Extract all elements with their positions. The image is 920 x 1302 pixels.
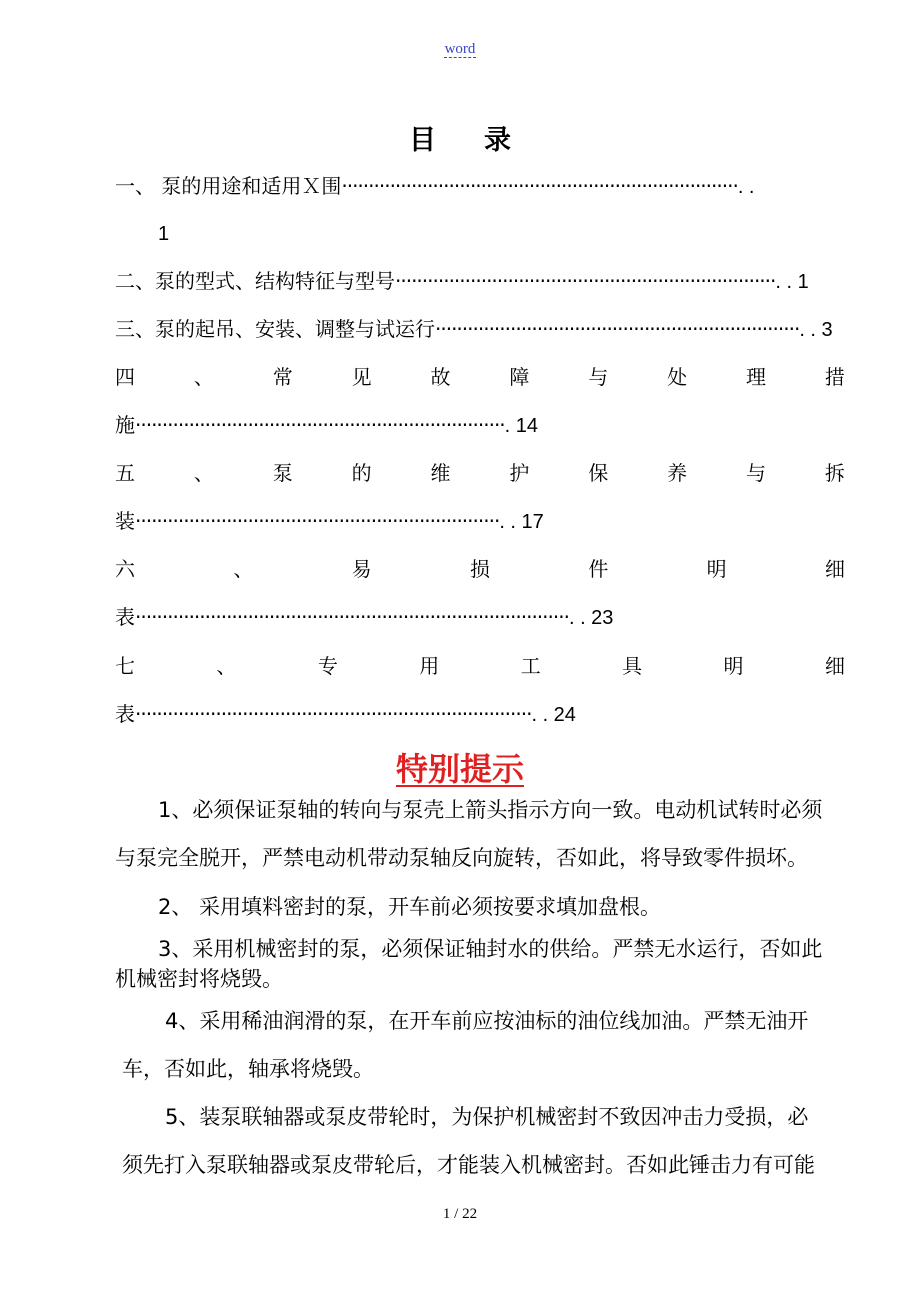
toc-char: 、 — [216, 654, 237, 678]
toc-char: 拆 — [824, 461, 845, 485]
toc-leader: ·········································································· — [135, 702, 532, 726]
toc-char: 、 — [193, 365, 214, 389]
toc-char: 具 — [622, 654, 643, 678]
toc-char: 的 — [351, 461, 372, 485]
toc-entry-4[interactable] — [115, 362, 845, 392]
header-word-link[interactable] — [0, 41, 920, 58]
notice-item-1-line1: 1、必须保证泵轴的转向与泵壳上箭头指示方向一致。电动机试转时必须 — [158, 798, 823, 822]
notice-item-5-line1: 5、装泵联轴器或泵皮带轮时，为保护机械密封不致因冲击力受损，必 — [165, 1105, 809, 1129]
toc-char: 明 — [706, 557, 727, 581]
toc-char: 工 — [520, 654, 541, 678]
toc-char: 常 — [272, 365, 293, 389]
toc-char: 、 — [193, 461, 214, 485]
toc-char: 五 — [115, 461, 135, 485]
toc-char: 与 — [588, 365, 609, 389]
toc-page: 1 — [158, 223, 170, 245]
toc-entry-text: 三、泵的起吊、安装、调整与试运行 — [115, 317, 435, 341]
toc-char: 理 — [746, 365, 766, 389]
toc-entry-text: 二、泵的型式、结构特征与型号 — [115, 269, 395, 293]
toc-entry-5[interactable] — [115, 458, 845, 488]
toc-page: . . 23 — [568, 607, 614, 629]
notice-item-3-line1: 3、采用机械密封的泵，必须保证轴封水的供给。严禁无水运行，否如此 — [158, 937, 823, 961]
toc-char: 见 — [351, 365, 372, 389]
notice-item-3-line2: 机械密封将烧毁。 — [115, 967, 283, 991]
toc-char: 六 — [115, 557, 135, 581]
toc-entry-2[interactable] — [115, 266, 845, 296]
toc-entry-4-cont[interactable] — [115, 410, 845, 440]
toc-char: 与 — [746, 461, 766, 485]
page-number: 1 / 22 — [442, 1206, 478, 1222]
toc-char: 明 — [723, 654, 744, 678]
toc-char: 损 — [469, 557, 490, 581]
toc-title: 目录 — [409, 125, 559, 156]
toc-entry-7[interactable] — [115, 651, 845, 681]
toc-entry-text: 施 — [115, 413, 135, 437]
toc-entry-3[interactable] — [115, 314, 845, 344]
toc-entry-text: 装 — [115, 509, 135, 533]
toc-entry-6[interactable] — [115, 554, 845, 584]
toc-char: 用 — [419, 654, 440, 678]
toc-char: 细 — [824, 654, 845, 678]
toc-char: 件 — [588, 557, 609, 581]
notice-title — [0, 744, 920, 790]
toc-char: 细 — [824, 557, 845, 581]
toc-char: 四 — [115, 365, 135, 389]
toc-char: 保 — [588, 461, 609, 485]
toc-char: 易 — [351, 557, 372, 581]
toc-page: . . 17 — [499, 511, 544, 533]
toc-entry-text: 表 — [115, 702, 135, 726]
toc-entry-7-cont[interactable] — [115, 699, 845, 729]
toc-entry-6-cont[interactable] — [115, 602, 845, 632]
toc-leader: ················································································· — [135, 605, 569, 629]
toc-char: 护 — [509, 461, 530, 485]
toc-page: . . 3 — [799, 319, 833, 341]
toc-char: 维 — [430, 461, 451, 485]
toc-leader: ······································································· — [395, 269, 776, 293]
toc-page: . . 24 — [531, 704, 576, 726]
notice-item-5-line2: 须先打入泵联轴器或泵皮带轮后，才能装入机械密封。否如此锤击力有可能 — [122, 1153, 815, 1177]
notice-title-text: 特别提示 — [395, 750, 524, 788]
toc-char: 障 — [509, 365, 530, 389]
toc-char: 措 — [824, 365, 845, 389]
word-link[interactable]: word — [444, 41, 476, 57]
toc-char: 专 — [317, 654, 338, 678]
toc-page: . 14 — [504, 415, 539, 437]
notice-item-4-line2: 车，否如此，轴承将烧毁。 — [122, 1057, 374, 1081]
toc-char: 泵 — [272, 461, 293, 485]
notice-item-4-line1: 4、采用稀油润滑的泵，在开车前应按油标的油位线加油。严禁无油开 — [165, 1009, 809, 1033]
toc-char: 七 — [115, 654, 135, 678]
toc-char: 、 — [233, 557, 254, 581]
notice-item-2: 2、 采用填料密封的泵，开车前必须按要求填加盘根。 — [158, 895, 662, 919]
toc-page: . . — [737, 176, 755, 198]
toc-char: 养 — [667, 461, 688, 485]
toc-entry-1-page — [158, 218, 218, 248]
toc-char: 故 — [430, 365, 451, 389]
toc-char: 处 — [667, 365, 688, 389]
toc-page: . . 1 — [775, 271, 809, 293]
toc-entry-text: 表 — [115, 605, 135, 629]
toc-leader: ···································································· — [435, 317, 800, 341]
toc-entry-text: 一、 泵的用途和适用Ｘ围 — [115, 174, 342, 198]
toc-entry-1[interactable] — [115, 171, 845, 201]
notice-item-1-line2: 与泵完全脱开，严禁电动机带动泵轴反向旋转，否如此，将导致零件损坏。 — [115, 846, 808, 870]
toc-leader: ·········································································· — [341, 174, 738, 198]
toc-leader: ····································································· — [135, 413, 505, 437]
toc-leader: ···································································· — [135, 509, 500, 533]
toc-entry-5-cont[interactable] — [115, 506, 845, 536]
